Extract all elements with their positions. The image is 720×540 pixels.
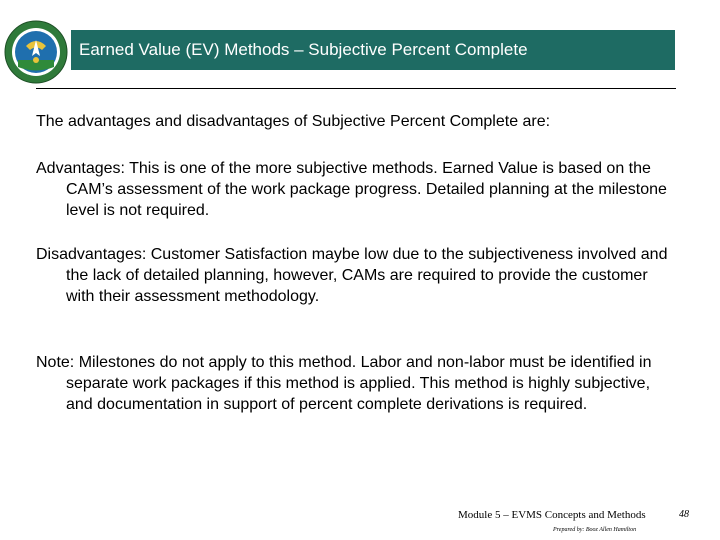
footer-prepared-by: Prepared by: Booz Allen Hamilton xyxy=(553,527,637,533)
department-of-energy-seal-icon xyxy=(4,20,68,84)
header-divider xyxy=(36,88,676,89)
disadvantages-text: : Customer Satisfaction maybe low due to the subjectiveness involved and the lack of detailed planning, however, CAMs are required to provide the customer with their assessment methodology. xyxy=(66,246,668,305)
title-bar xyxy=(71,30,675,70)
disadvantages-term: Disadvantages xyxy=(36,246,142,263)
slide-title: Earned Value (EV) Methods – Subjective Percent Complete xyxy=(79,40,528,59)
note-text: : Milestones do not apply to this method. Labor and non-labor must be identified in separate work packages if this method is applied. This method is highly subjective, and documentation in support of percent complete derivations is required. xyxy=(66,354,652,413)
note-paragraph xyxy=(36,352,676,415)
disadvantages-paragraph xyxy=(36,244,676,307)
advantages-term: Advantages xyxy=(36,160,121,177)
note-term: Note xyxy=(36,354,70,371)
footer-module-label: Module 5 – EVMS Concepts and Methods xyxy=(458,509,646,521)
page-number: 48 xyxy=(679,509,689,520)
intro-text: The advantages and disadvantages of Subjective Percent Complete are: xyxy=(36,113,551,130)
advantages-paragraph xyxy=(36,158,676,221)
advantages-text: : This is one of the more subjective methods. Earned Value is based on the CAM’s assessment of the work package progress. Detailed planning at the milestone level is not required. xyxy=(66,160,667,219)
